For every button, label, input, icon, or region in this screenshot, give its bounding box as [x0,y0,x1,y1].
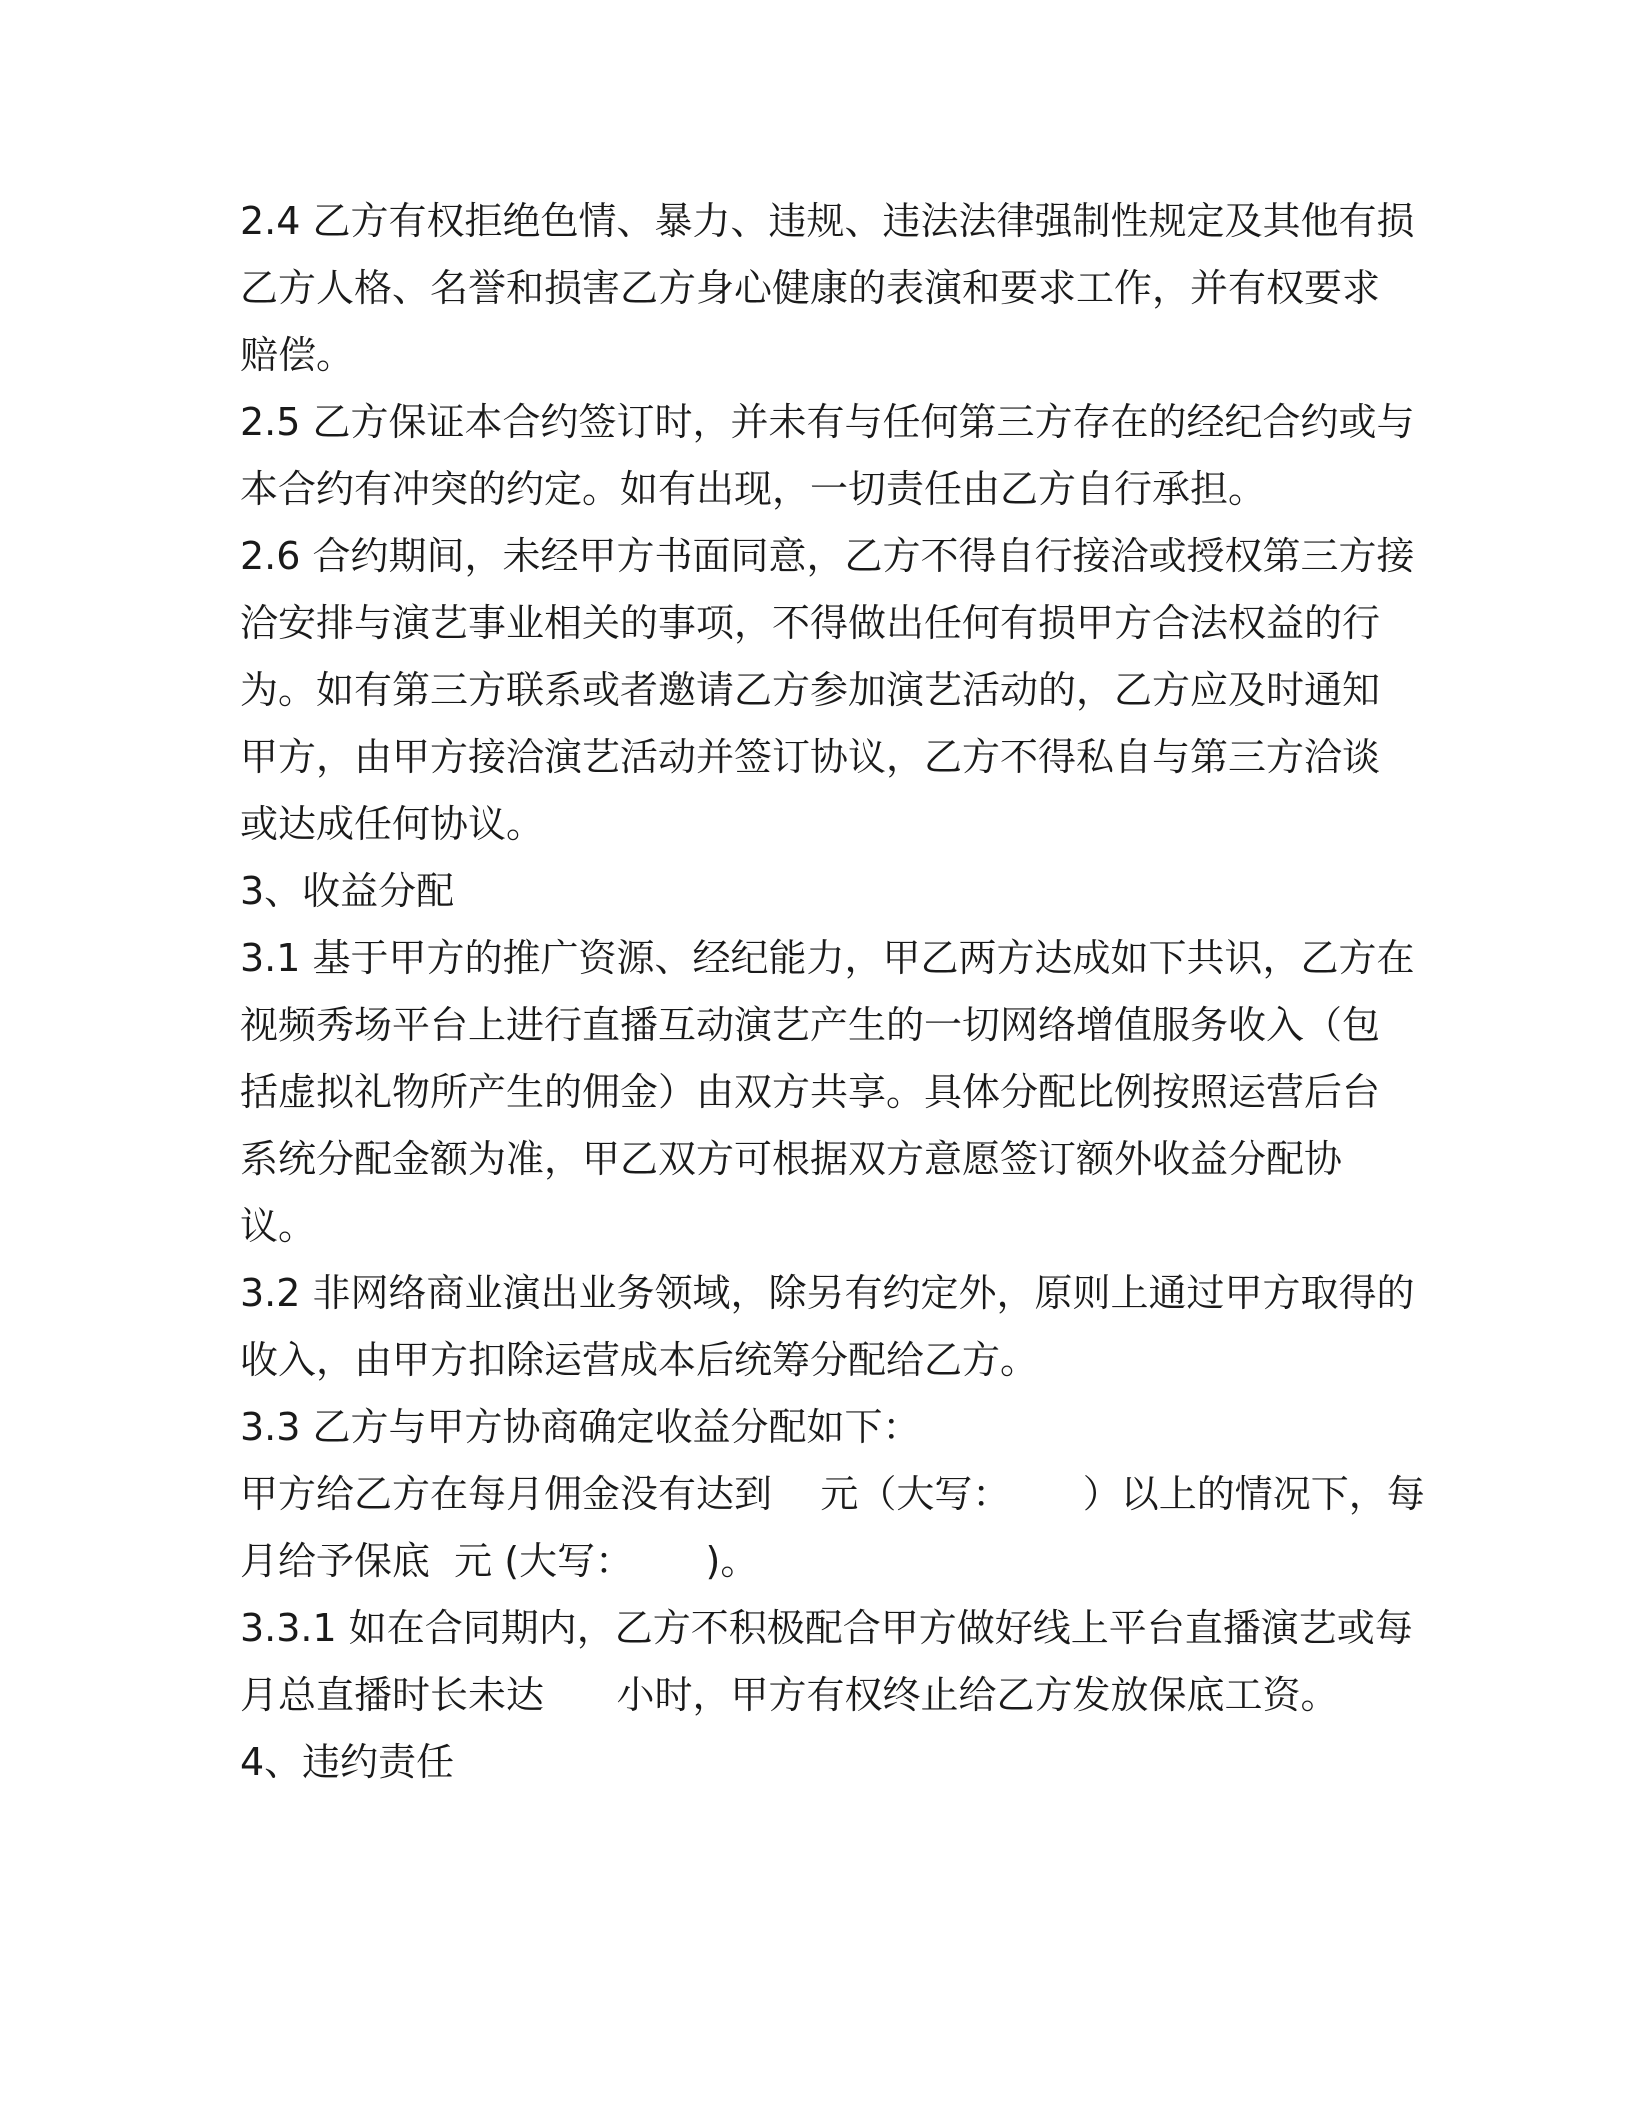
text-line: 3.3.1 如在合同期内，乙方不积极配合甲方做好线上平台直播演艺或每 [240,1606,1413,1650]
text-line: 本合约有冲突的约定。如有出现，一切责任由乙方自行承担。 [240,467,1267,511]
text-line: 为。如有第三方联系或者邀请乙方参加演艺活动的，乙方应及时通知 [240,668,1381,712]
text-line: 收入，由甲方扣除运营成本后统筹分配给乙方。 [240,1338,1039,1382]
text-line: 月给予保底 元 (大写： )。 [240,1539,759,1583]
text-line: 月总直播时长未达 小时，甲方有权终止给乙方发放保底工资。 [240,1673,1339,1717]
text-line: 括虚拟礼物所产生的佣金）由双方共享。具体分配比例按照运营后台 [240,1070,1381,1114]
section-heading: 4、违约责任 [240,1740,455,1784]
text-line: 3.2 非网络商业演出业务领域，除另有约定外，原则上通过甲方取得的 [240,1271,1415,1315]
text-line: 3.1 基于甲方的推广资源、经纪能力，甲乙两方达成如下共识，乙方在 [240,936,1415,980]
text-line: 议。 [240,1204,317,1248]
text-line: 洽安排与演艺事业相关的事项，不得做出任何有损甲方合法权益的行 [240,601,1381,645]
text-line: 3.3 乙方与甲方协商确定收益分配如下： [240,1405,921,1449]
section-heading: 3、收益分配 [240,869,455,913]
text-line: 2.4 乙方有权拒绝色情、暴力、违规、违法法律强制性规定及其他有损 [240,199,1415,243]
document-body [240,188,1425,1796]
text-line: 甲方给乙方在每月佣金没有达到 元（大写： ）以上的情况下，每 [240,1472,1425,1516]
text-line: 或达成任何协议。 [240,802,545,846]
text-line: 系统分配金额为准，甲乙双方可根据双方意愿签订额外收益分配协 [240,1137,1343,1181]
text-line: 乙方人格、名誉和损害乙方身心健康的表演和要求工作，并有权要求 [240,266,1381,310]
text-line: 甲方，由甲方接洽演艺活动并签订协议，乙方不得私自与第三方洽谈 [240,735,1381,779]
text-line: 视频秀场平台上进行直播互动演艺产生的一切网络增值服务收入（包 [240,1003,1381,1047]
text-line: 2.6 合约期间，未经甲方书面同意，乙方不得自行接洽或授权第三方接 [240,534,1415,578]
text-line: 2.5 乙方保证本合约签订时，并未有与任何第三方存在的经纪合约或与 [240,400,1415,444]
text-line: 赔偿。 [240,333,355,377]
